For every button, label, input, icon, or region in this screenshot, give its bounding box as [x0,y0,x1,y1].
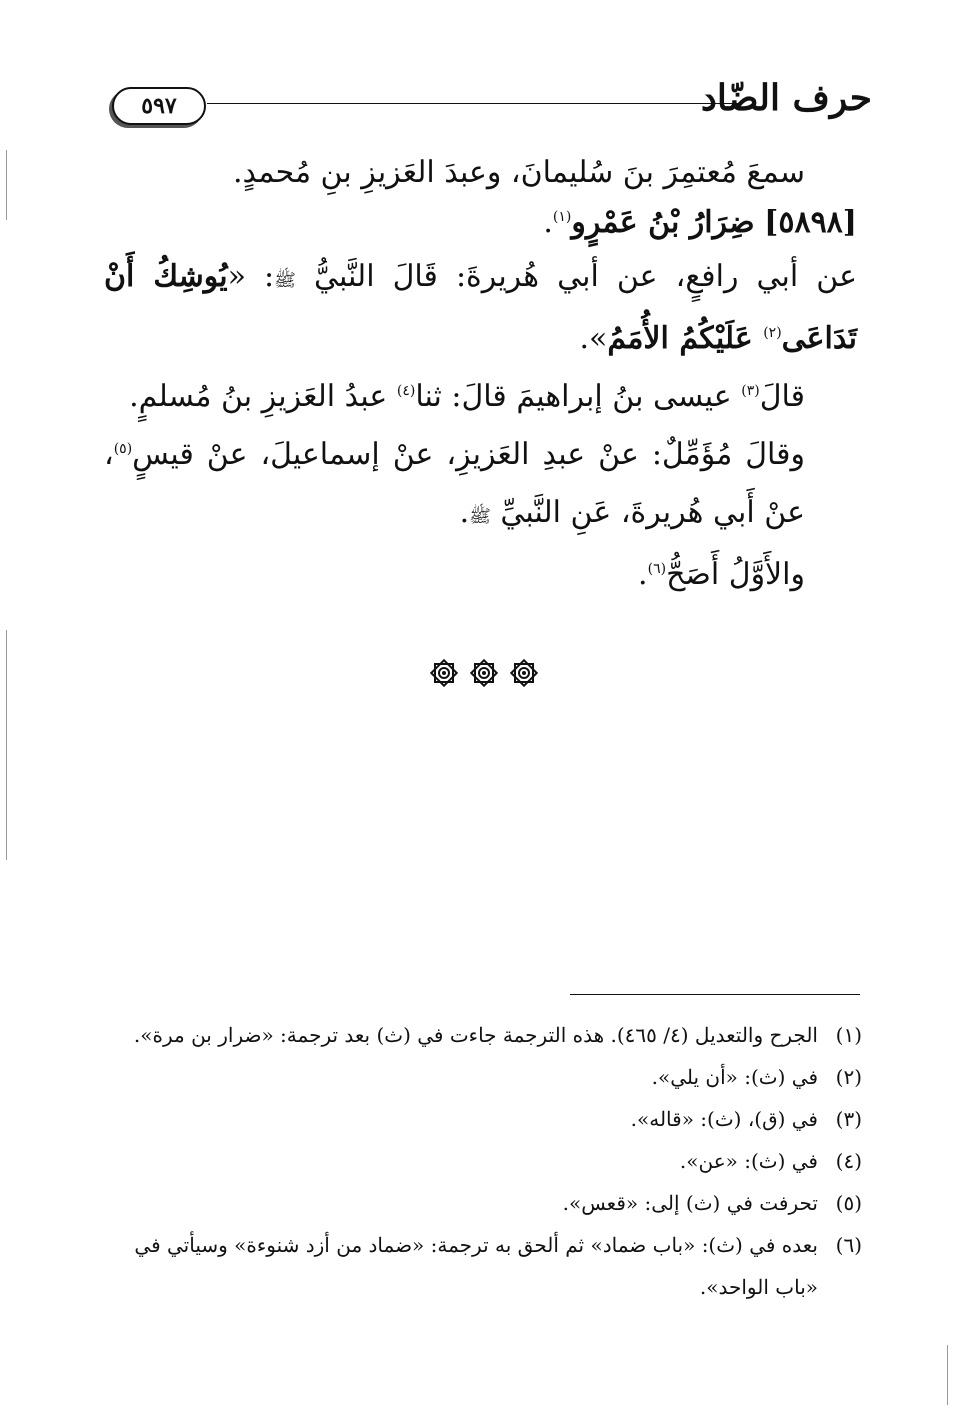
header-rule [207,103,742,104]
hadith-quote: يُوشِكُ أَنْ تَدَاعَى [104,259,857,356]
scan-edge-mark [6,150,7,220]
footnote-number: (١) [835,1023,862,1047]
footnote-item [115,1182,862,1224]
hadith-quote: عَلَيْكُمُ الأُمَمُ [607,321,764,356]
footnote-number: (٢) [835,1065,862,1089]
footnote-item [115,1014,862,1056]
entry-name: ضِرَارُ بْنُ عَمْرٍو [571,205,755,240]
footnote-ref: (٢) [763,325,782,341]
running-header [112,70,872,130]
scan-edge-mark [6,630,7,860]
footnote-item [115,1140,862,1182]
footnote-number: (٦) [835,1233,862,1257]
judgement-paragraph [104,546,857,604]
footnote-text: تحرفت في (ث) إلى: «قعس». [562,1191,818,1215]
text-span: قالَ [759,379,805,414]
text-span: . [638,557,648,592]
page-number-badge [112,87,206,125]
text-span: سمعَ مُعتمِرَ بنَ سُليمانَ، وعبدَ العَزيزِ بنِ مُحمدٍ. [232,155,805,190]
footnote-number: (٤) [835,1149,862,1173]
chapter-title: حرف الضّاد [700,77,872,119]
footnote-ref: (١) [552,209,572,225]
rosette-ornament-icon [509,658,539,688]
footnote-item [115,1056,862,1098]
footnote-ref: (٣) [741,383,760,399]
text-span: ، عنْ أَبي هُريرةَ، عَنِ النَّبيِّ [104,437,805,530]
footnote-separator [570,994,860,995]
entry-heading: [٥٨٩٨] ضِرَارُ بْنُ عَمْرٍو$^{(١)}$. [543,205,857,240]
footnotes [115,1014,862,1308]
footnote-text: بعده في (ث): «باب ضماد» ثم ألحق به ترجمة: «ضماد من أزد شنوءة» وسيأتي في «باب الواحد». [134,1233,818,1299]
footnote-number: (٥) [835,1191,862,1215]
scan-edge-mark [947,1345,948,1405]
footnote-ref: (٦) [647,561,667,577]
text-span: عيسى بنُ إبراهيمَ قالَ: ثنا [415,379,742,414]
footnote-item [115,1224,862,1308]
narration-paragraph [104,426,857,546]
narration-paragraph [104,368,857,426]
main-text [104,148,857,604]
footnote-number: (٣) [835,1107,862,1131]
footnote-item [115,1098,862,1140]
hadith-paragraph [104,248,857,368]
footnote-text: الجرح والتعديل (٤/ ٤٦٥). هذه الترجمة جاءت في (ث) بعد ترجمة: «ضرار بن مرة». [133,1023,818,1047]
rosette-ornament-icon [469,658,499,688]
text-span: . [459,495,470,530]
footnote-text: في (ق)، (ث): «قاله». [630,1107,818,1131]
text-span: وقالَ مُؤَمِّلٌ: عنْ عبدِ العَزيزِ، عنْ إسماعيلَ، عنْ قيسٍ [132,437,805,472]
salutation-glyph: ﷺ [469,506,491,527]
salutation-glyph: ﷺ [274,270,296,291]
text-span: والأَوَّلُ أَصَحُّ [666,557,805,592]
section-ornaments [0,658,967,688]
text-span: عبدُ العَزيزِ بنُ مُسلمٍ. [129,379,397,414]
page-number: ٥٩٧ [141,93,177,119]
footnote-ref: (٥) [113,441,133,457]
footnote-ref: (٤) [396,383,416,399]
text-span: ». [579,321,608,356]
text-span: عن أبي رافعٍ، عن أبي هُريرةَ: قَالَ النَّبيُّ [295,259,858,294]
rosette-ornament-icon [429,658,459,688]
text-span: : « [227,259,275,294]
text-line [104,148,857,198]
footnote-text: في (ث): «أن يلي». [651,1065,818,1089]
entry-number: [٥٨٩٨] [764,205,857,240]
footnote-text: في (ث): «عن». [679,1149,818,1173]
